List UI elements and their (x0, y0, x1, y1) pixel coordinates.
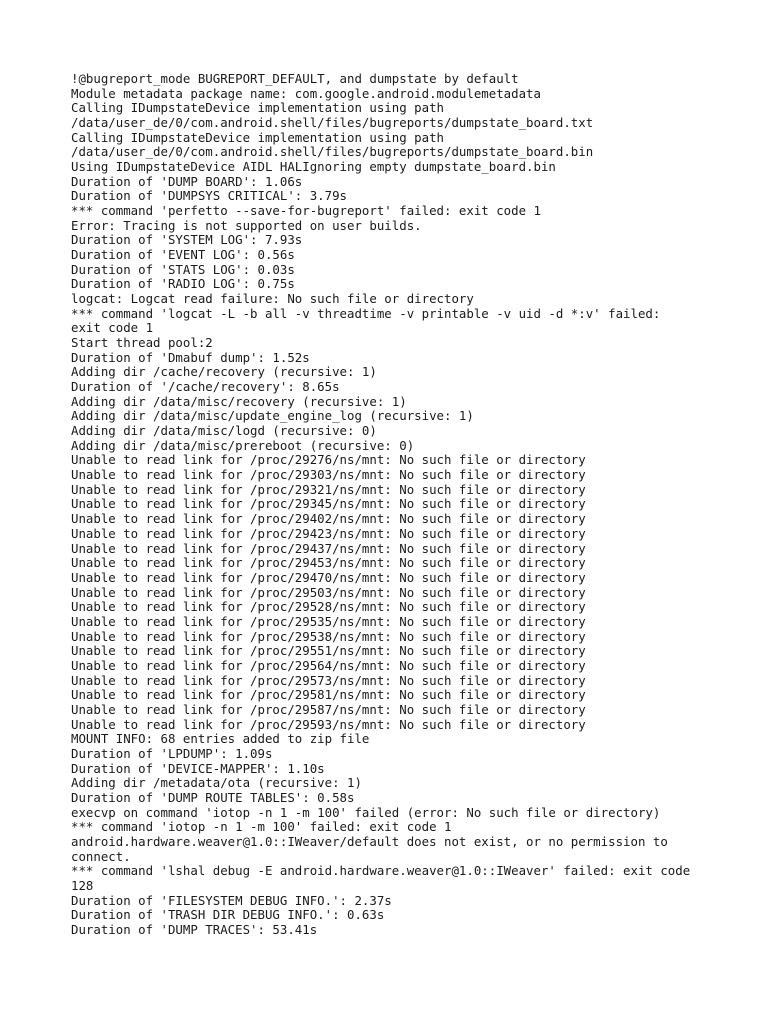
log-line: Adding dir /data/misc/logd (recursive: 0) (71, 423, 377, 439)
log-line: Calling IDumpstateDevice implementation using path (71, 100, 444, 116)
log-line: Duration of 'Dmabuf dump': 1.52s (71, 349, 310, 365)
log-line: Duration of 'TRASH DIR DEBUG INFO.': 0.63s (71, 907, 385, 923)
log-line: Duration of 'RADIO LOG': 0.75s (71, 276, 295, 292)
log-line: Duration of 'DEVICE-MAPPER': 1.10s (71, 760, 325, 776)
log-line: Duration of 'STATS LOG': 0.03s (71, 261, 295, 277)
log-line: Unable to read link for /proc/29593/ns/mnt: No such file or directory (71, 716, 586, 732)
log-line: execvp on command 'iotop -n 1 -m 100' failed (error: No such file or directory) (71, 804, 661, 820)
log-line: Unable to read link for /proc/29423/ns/mnt: No such file or directory (71, 525, 586, 541)
log-line: /data/user_de/0/com.android.shell/files/bugreports/dumpstate_board.bin (71, 144, 594, 160)
log-line: Duration of 'DUMP ROUTE TABLES': 0.58s (71, 789, 355, 805)
log-line: Duration of 'SYSTEM LOG': 7.93s (71, 232, 303, 248)
log-line: Unable to read link for /proc/29470/ns/mnt: No such file or directory (71, 569, 586, 585)
log-line: Unable to read link for /proc/29587/ns/mnt: No such file or directory (71, 701, 586, 717)
log-line: Unable to read link for /proc/29321/ns/mnt: No such file or directory (71, 481, 586, 497)
log-line: Unable to read link for /proc/29303/ns/mnt: No such file or directory (71, 467, 586, 483)
log-line: Adding dir /cache/recovery (recursive: 1) (71, 364, 377, 380)
log-line: Module metadata package name: com.google.android.modulemetadata (71, 85, 541, 101)
log-line: Adding dir /data/misc/recovery (recursive: 1) (71, 393, 407, 409)
log-line: Duration of 'FILESYSTEM DEBUG INFO.': 2.37s (71, 892, 392, 908)
log-line: Unable to read link for /proc/29581/ns/mnt: No such file or directory (71, 687, 586, 703)
log-line: Unable to read link for /proc/29551/ns/mnt: No such file or directory (71, 643, 586, 659)
log-line: *** command 'lshal debug -E android.hardware.weaver@1.0::IWeaver' failed: exit code (71, 863, 691, 879)
log-line: 128 (71, 877, 94, 893)
log-line: MOUNT INFO: 68 entries added to zip file (71, 731, 370, 747)
log-line: Unable to read link for /proc/29402/ns/mnt: No such file or directory (71, 511, 586, 527)
log-line: *** command 'perfetto --save-for-bugreport' failed: exit code 1 (71, 203, 541, 219)
log-line: Unable to read link for /proc/29573/ns/mnt: No such file or directory (71, 672, 586, 688)
log-line: Duration of 'LPDUMP': 1.09s (71, 745, 273, 761)
log-line: Unable to read link for /proc/29453/ns/mnt: No such file or directory (71, 555, 586, 571)
log-line: *** command 'logcat -L -b all -v threadtime -v printable -v uid -d *:v' failed: (71, 305, 661, 321)
log-line: android.hardware.weaver@1.0::IWeaver/default does not exist, or no permission to (71, 833, 668, 849)
log-line: Adding dir /metadata/ota (recursive: 1) (71, 775, 362, 791)
log-line: Unable to read link for /proc/29564/ns/mnt: No such file or directory (71, 657, 586, 673)
log-line: connect. (71, 848, 131, 864)
log-line: Unable to read link for /proc/29538/ns/mnt: No such file or directory (71, 628, 586, 644)
log-line: Error: Tracing is not supported on user builds. (71, 217, 422, 233)
log-line: /data/user_de/0/com.android.shell/files/bugreports/dumpstate_board.txt (71, 115, 594, 131)
log-line: Unable to read link for /proc/29276/ns/mnt: No such file or directory (71, 452, 586, 468)
log-line: Unable to read link for /proc/29528/ns/mnt: No such file or directory (71, 599, 586, 615)
log-line: Duration of 'DUMP TRACES': 53.41s (71, 921, 318, 937)
log-line: Duration of 'DUMP BOARD': 1.06s (71, 173, 303, 189)
log-line: Unable to read link for /proc/29535/ns/mnt: No such file or directory (71, 613, 586, 629)
bugreport-log (71, 72, 731, 938)
log-line: Unable to read link for /proc/29345/ns/mnt: No such file or directory (71, 496, 586, 512)
log-line: *** command 'iotop -n 1 -m 100' failed: exit code 1 (71, 819, 452, 835)
log-line: logcat: Logcat read failure: No such file or directory (71, 291, 474, 307)
log-line: Duration of '/cache/recovery': 8.65s (71, 379, 340, 395)
log-line: Unable to read link for /proc/29503/ns/mnt: No such file or directory (71, 584, 586, 600)
log-line: Using IDumpstateDevice AIDL HALIgnoring empty dumpstate_board.bin (71, 159, 556, 175)
log-line: exit code 1 (71, 320, 154, 336)
log-line: Duration of 'EVENT LOG': 0.56s (71, 247, 295, 263)
log-line: Adding dir /data/misc/prereboot (recursive: 0) (71, 437, 415, 453)
log-line: Unable to read link for /proc/29437/ns/mnt: No such file or directory (71, 540, 586, 556)
log-line: Start thread pool:2 (71, 335, 213, 351)
log-line: !@bugreport_mode BUGREPORT_DEFAULT, and dumpstate by default (71, 71, 519, 86)
log-line: Adding dir /data/misc/update_engine_log (recursive: 1) (71, 408, 474, 424)
log-line: Duration of 'DUMPSYS CRITICAL': 3.79s (71, 188, 348, 204)
log-line: Calling IDumpstateDevice implementation using path (71, 129, 444, 145)
